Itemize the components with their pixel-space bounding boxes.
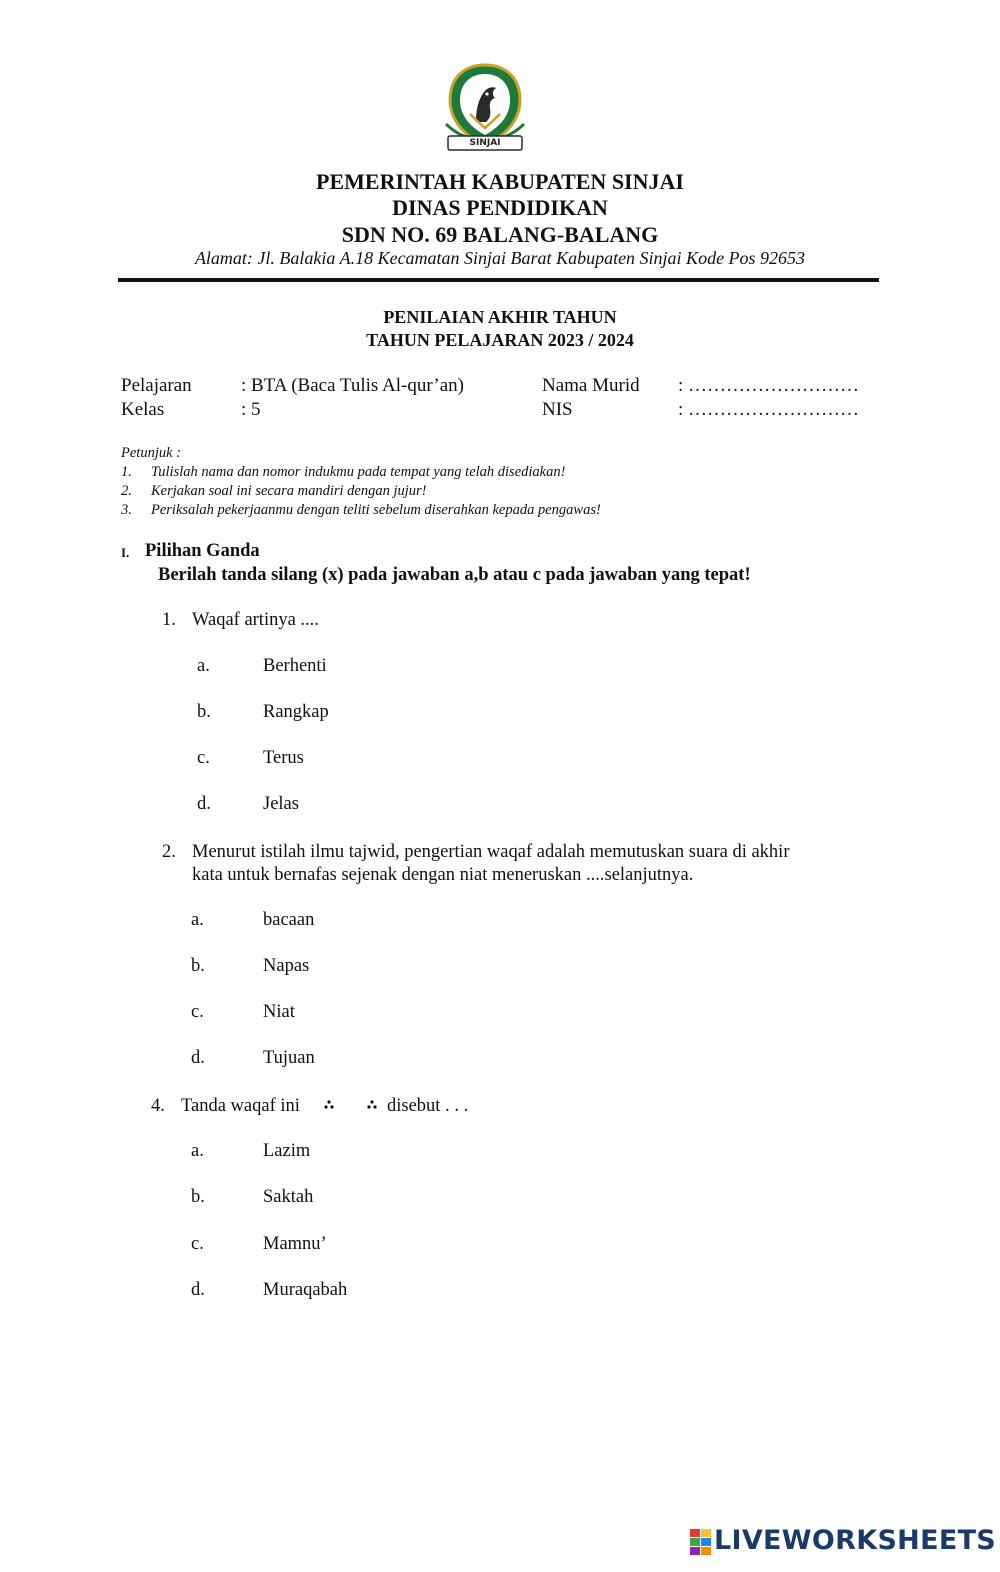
instructions-heading: Petunjuk : <box>121 445 181 461</box>
student-name-label: Nama Murid <box>542 375 640 396</box>
question-number: 1. <box>162 610 176 630</box>
option-text[interactable]: Tujuan <box>263 1048 315 1068</box>
option-letter[interactable]: c. <box>191 1002 204 1022</box>
section-directive: Berilah tanda silang (x) pada jawaban a,b atau c pada jawaban yang tepat! <box>158 565 751 585</box>
header-school: SDN NO. 69 BALANG-BALANG <box>341 222 659 247</box>
liveworksheets-brand[interactable]: LIVEWORKSHEETS <box>714 1525 997 1556</box>
instruction-number: 1. <box>121 464 132 480</box>
option-text[interactable]: Berhenti <box>263 656 327 676</box>
option-text[interactable]: Niat <box>263 1002 295 1022</box>
option-letter[interactable]: b. <box>191 1187 205 1207</box>
option-text[interactable]: Jelas <box>263 794 299 814</box>
instruction-text: Periksalah pekerjaanmu dengan teliti sebelum diserahkan kepada pengawas! <box>151 502 601 518</box>
option-text[interactable]: Saktah <box>263 1187 314 1207</box>
nis-field[interactable]: : ……………………… <box>678 399 860 420</box>
option-letter[interactable]: b. <box>197 702 211 722</box>
option-text[interactable]: bacaan <box>263 910 315 930</box>
option-text[interactable]: Mamnu’ <box>263 1234 327 1254</box>
option-letter[interactable]: c. <box>191 1234 204 1254</box>
class-value: : 5 <box>241 399 261 420</box>
header-government: PEMERINTAH KABUPATEN SINJAI <box>316 169 684 194</box>
question-text-line: Menurut istilah ilmu tajwid, pengertian waqaf adalah memutuskan suara di akhir <box>192 842 790 862</box>
instruction-number: 2. <box>121 483 132 499</box>
option-letter[interactable]: a. <box>191 1141 204 1161</box>
option-letter[interactable]: d. <box>197 794 211 814</box>
nis-label: NIS <box>542 399 573 420</box>
liveworksheets-logo-icon <box>690 1527 712 1557</box>
option-letter[interactable]: a. <box>191 910 204 930</box>
regency-logo <box>440 62 530 154</box>
exam-year: TAHUN PELAJARAN 2023 / 2024 <box>366 330 634 350</box>
option-letter[interactable]: d. <box>191 1280 205 1300</box>
question-text-after: disebut . . . <box>387 1096 469 1116</box>
exam-title: PENILAIAN AKHIR TAHUN <box>383 307 617 327</box>
class-label: Kelas <box>121 399 165 420</box>
option-text[interactable]: Muraqabah <box>263 1280 348 1300</box>
question-number: 2. <box>162 842 176 862</box>
header-divider <box>118 278 879 282</box>
option-letter[interactable]: b. <box>191 956 205 976</box>
header-department: DINAS PENDIDIKAN <box>392 195 608 220</box>
subject-value: : BTA (Baca Tulis Al-qur’an) <box>241 375 464 396</box>
question-text: Waqaf artinya .... <box>192 610 319 630</box>
question-number: 4. <box>151 1096 165 1116</box>
student-name-field[interactable]: : ……………………… <box>678 375 860 396</box>
waqaf-symbol-icon <box>316 1093 382 1119</box>
section-title: Pilihan Ganda <box>145 541 260 561</box>
logo-ribbon-text: SINJAI <box>469 138 501 148</box>
option-text[interactable]: Terus <box>263 748 304 768</box>
option-text[interactable]: Rangkap <box>263 702 329 722</box>
instruction-text: Kerjakan soal ini secara mandiri dengan jujur! <box>151 483 427 499</box>
option-text[interactable]: Napas <box>263 956 310 976</box>
question-text-line: kata untuk bernafas sejenak dengan niat meneruskan ....selanjutnya. <box>192 865 694 885</box>
option-letter[interactable]: d. <box>191 1048 205 1068</box>
subject-label: Pelajaran <box>121 375 192 396</box>
question-text-before: Tanda waqaf ini <box>181 1096 300 1116</box>
option-text[interactable]: Lazim <box>263 1141 311 1161</box>
section-numeral: I. <box>121 545 130 560</box>
header-address: Alamat: Jl. Balakia A.18 Kecamatan Sinjai Barat Kabupaten Sinjai Kode Pos 92653 <box>194 248 806 268</box>
instruction-number: 3. <box>121 502 132 518</box>
option-letter[interactable]: a. <box>197 656 210 676</box>
instruction-text: Tulislah nama dan nomor indukmu pada tempat yang telah disediakan! <box>151 464 566 480</box>
option-letter[interactable]: c. <box>197 748 210 768</box>
